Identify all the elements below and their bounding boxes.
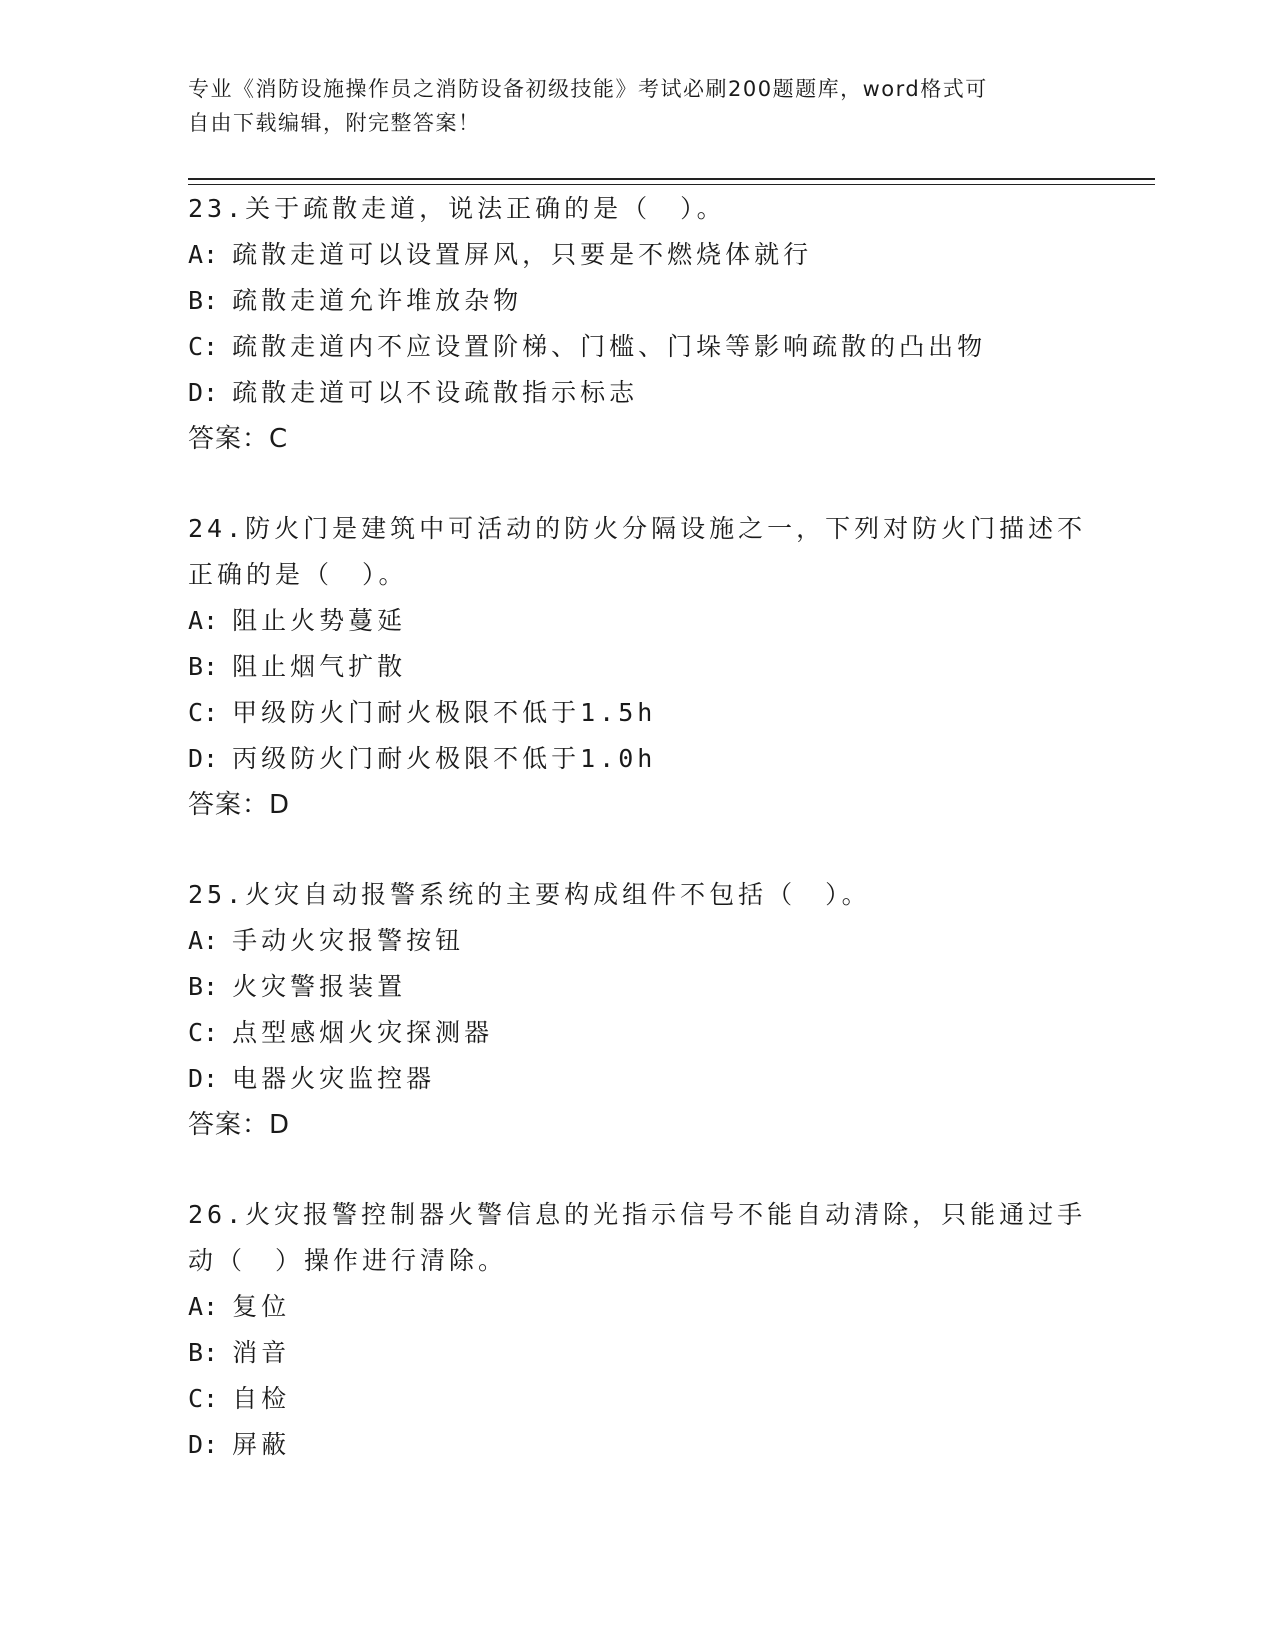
question-26 xyxy=(188,1192,1088,1468)
option-b xyxy=(188,278,1088,324)
option-text: 手动火灾报警按钮 xyxy=(232,926,465,955)
option-b xyxy=(188,964,1088,1010)
answer-line: 答案：C xyxy=(188,424,289,454)
question-stem xyxy=(188,186,1088,232)
header-line-2: 自由下载编辑，附完整答案！ xyxy=(188,111,481,135)
question-stem-line: 24.防火门是建筑中可活动的防火分隔设施之一，下列对防火门描述不 xyxy=(188,514,1087,543)
option-a xyxy=(188,1284,1088,1330)
option-text: 复位 xyxy=(232,1292,291,1321)
option-letter: B: xyxy=(188,1338,219,1367)
option-letter: A: xyxy=(188,240,219,269)
question-stem xyxy=(188,1192,1088,1284)
question-stem-line: 26.火灾报警控制器火警信息的光指示信号不能自动清除，只能通过手 xyxy=(188,1200,1087,1229)
option-letter: B: xyxy=(188,972,219,1001)
option-letter: B: xyxy=(188,652,219,681)
option-d xyxy=(188,1422,1088,1468)
question-stem xyxy=(188,872,1088,918)
option-text: 甲级防火门耐火极限不低于1.5h xyxy=(232,698,657,727)
option-d xyxy=(188,1056,1088,1102)
option-a xyxy=(188,598,1088,644)
question-list xyxy=(188,186,1088,1512)
option-a xyxy=(188,232,1088,278)
question-stem-line: 25.火灾自动报警系统的主要构成组件不包括（ ）。 xyxy=(188,880,871,909)
option-text: 疏散走道可以设置屏风，只要是不燃烧体就行 xyxy=(232,240,813,269)
option-text: 点型感烟火灾探测器 xyxy=(232,1018,494,1047)
option-text: 消音 xyxy=(232,1338,291,1367)
option-letter: C: xyxy=(188,332,219,361)
question-stem-line: 23.关于疏散走道，说法正确的是（ ）。 xyxy=(188,194,726,223)
option-letter: A: xyxy=(188,1292,219,1321)
option-a xyxy=(188,918,1088,964)
option-letter: D: xyxy=(188,378,219,407)
option-letter: C: xyxy=(188,1018,219,1047)
question-stem-line: 正确的是（ ）。 xyxy=(188,560,408,589)
option-letter: C: xyxy=(188,698,219,727)
option-b xyxy=(188,644,1088,690)
header-divider-thin xyxy=(188,184,1155,185)
question-stem xyxy=(188,506,1088,598)
option-text: 电器火灾监控器 xyxy=(232,1064,436,1093)
option-text: 火灾警报装置 xyxy=(232,972,407,1001)
option-letter: D: xyxy=(188,1064,219,1093)
option-text: 阻止烟气扩散 xyxy=(232,652,407,681)
header-line-1: 专业《消防设施操作员之消防设备初级技能》考试必刷200题题库，word格式可 xyxy=(188,77,988,101)
option-text: 疏散走道内不应设置阶梯、门槛、门垛等影响疏散的凸出物 xyxy=(232,332,987,361)
answer-line: 答案：D xyxy=(188,1110,291,1140)
option-text: 屏蔽 xyxy=(232,1430,291,1459)
header-divider-thick xyxy=(188,178,1155,180)
option-c xyxy=(188,1376,1088,1422)
option-letter: B: xyxy=(188,286,219,315)
option-letter: D: xyxy=(188,1430,219,1459)
answer-line: 答案：D xyxy=(188,790,291,820)
question-stem-line: 动（ ）操作进行清除。 xyxy=(188,1246,508,1275)
option-letter: D: xyxy=(188,744,219,773)
document-header xyxy=(188,72,1088,140)
option-b xyxy=(188,1330,1088,1376)
option-letter: C: xyxy=(188,1384,219,1413)
option-letter: A: xyxy=(188,926,219,955)
option-letter: A: xyxy=(188,606,219,635)
option-text: 阻止火势蔓延 xyxy=(232,606,407,635)
question-23 xyxy=(188,186,1088,462)
question-25 xyxy=(188,872,1088,1148)
option-d xyxy=(188,736,1088,782)
option-text: 疏散走道允许堆放杂物 xyxy=(232,286,523,315)
option-c xyxy=(188,690,1088,736)
question-24 xyxy=(188,506,1088,828)
option-text: 自检 xyxy=(232,1384,291,1413)
option-c xyxy=(188,324,1088,370)
option-text: 疏散走道可以不设疏散指示标志 xyxy=(232,378,639,407)
option-text: 丙级防火门耐火极限不低于1.0h xyxy=(232,744,657,773)
option-c xyxy=(188,1010,1088,1056)
option-d xyxy=(188,370,1088,416)
